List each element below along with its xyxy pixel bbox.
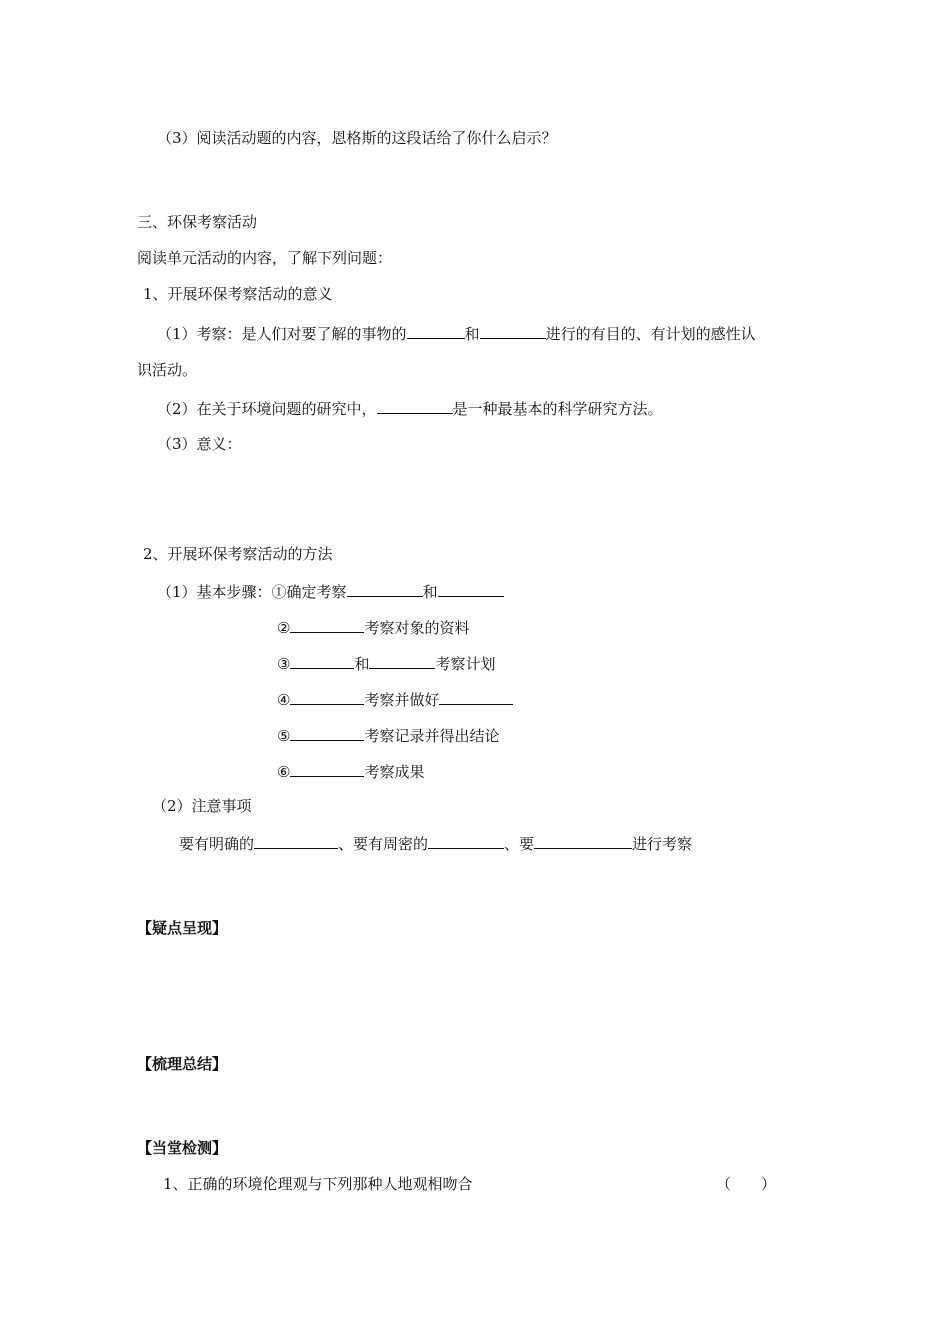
fill-blank[interactable] <box>439 688 513 705</box>
part1-title: 1、开展环保考察活动的意义 <box>143 285 333 303</box>
part1-item1-cont: 识活动。 <box>137 361 198 379</box>
fill-blank[interactable] <box>438 580 504 597</box>
step3-and: 和 <box>354 655 370 673</box>
heading-doubts: 【疑点呈现】 <box>137 919 228 937</box>
steps-row-2 <box>277 616 469 638</box>
step6-text: 考察成果 <box>364 763 425 781</box>
item1-and: 和 <box>464 325 480 343</box>
item2-prefix: （2）在关于环境问题的研究中， <box>157 400 377 418</box>
heading-test: 【当堂检测】 <box>137 1139 228 1157</box>
notes-row <box>179 832 692 854</box>
section-title: 三、环保考察活动 <box>137 213 258 231</box>
step3-text: 考察计划 <box>435 655 496 673</box>
steps-row-6 <box>277 760 424 782</box>
part1-item2 <box>157 397 663 419</box>
fill-blank[interactable] <box>290 652 354 669</box>
step4-num: ④ <box>277 691 291 709</box>
notes-text-a: 要有明确的 <box>179 835 255 853</box>
fill-blank[interactable] <box>534 832 632 849</box>
fill-blank[interactable] <box>428 832 504 849</box>
fill-blank[interactable] <box>290 760 364 777</box>
fill-blank[interactable] <box>290 688 364 705</box>
notes-text-c: 、要 <box>504 835 535 853</box>
steps-row-1 <box>157 580 504 602</box>
step4-text: 考察并做好 <box>364 691 440 709</box>
item2-suffix: 是一种最基本的科学研究方法。 <box>452 400 663 418</box>
test-question-1: 1、正确的环境伦理观与下列那种人地观相吻合 <box>163 1175 473 1193</box>
step2-num: ② <box>277 619 291 637</box>
part2-title: 2、开展环保考察活动的方法 <box>143 545 333 563</box>
step1-text: ①确定考察 <box>271 583 347 601</box>
heading-summary: 【梳理总结】 <box>137 1055 228 1073</box>
fill-blank[interactable] <box>290 724 364 741</box>
steps-row-4 <box>277 688 513 710</box>
step6-num: ⑥ <box>277 763 291 781</box>
item1-prefix: （1）考察：是人们对要了解的事物的 <box>157 325 407 343</box>
part1-item3: （3）意义： <box>157 435 242 453</box>
notes-label: （2）注意事项 <box>152 797 252 815</box>
fill-blank[interactable] <box>369 652 435 669</box>
step3-num: ③ <box>277 655 291 673</box>
steps-row-5 <box>277 724 499 746</box>
step2-text: 考察对象的资料 <box>364 619 470 637</box>
section-intro: 阅读单元活动的内容，了解下列问题： <box>137 249 393 267</box>
step1-and: 和 <box>422 583 438 601</box>
fill-blank[interactable] <box>377 397 453 414</box>
notes-text-b: 、要有周密的 <box>338 835 429 853</box>
item1-suffix: 进行的有目的、有计划的感性认 <box>545 325 756 343</box>
steps-row-3 <box>277 652 495 674</box>
steps-label: （1）基本步骤： <box>157 583 272 601</box>
answer-parentheses[interactable]: （ ） <box>716 1175 777 1193</box>
fill-blank[interactable] <box>347 580 423 597</box>
fill-blank[interactable] <box>480 322 546 339</box>
step5-num: ⑤ <box>277 727 291 745</box>
fill-blank[interactable] <box>290 616 364 633</box>
fill-blank[interactable] <box>407 322 465 339</box>
fill-blank[interactable] <box>254 832 338 849</box>
step5-text: 考察记录并得出结论 <box>364 727 500 745</box>
question-3: （3）阅读活动题的内容，恩格斯的这段话给了你什么启示？ <box>157 129 557 147</box>
part1-item1 <box>157 322 756 344</box>
notes-text-d: 进行考察 <box>632 835 693 853</box>
